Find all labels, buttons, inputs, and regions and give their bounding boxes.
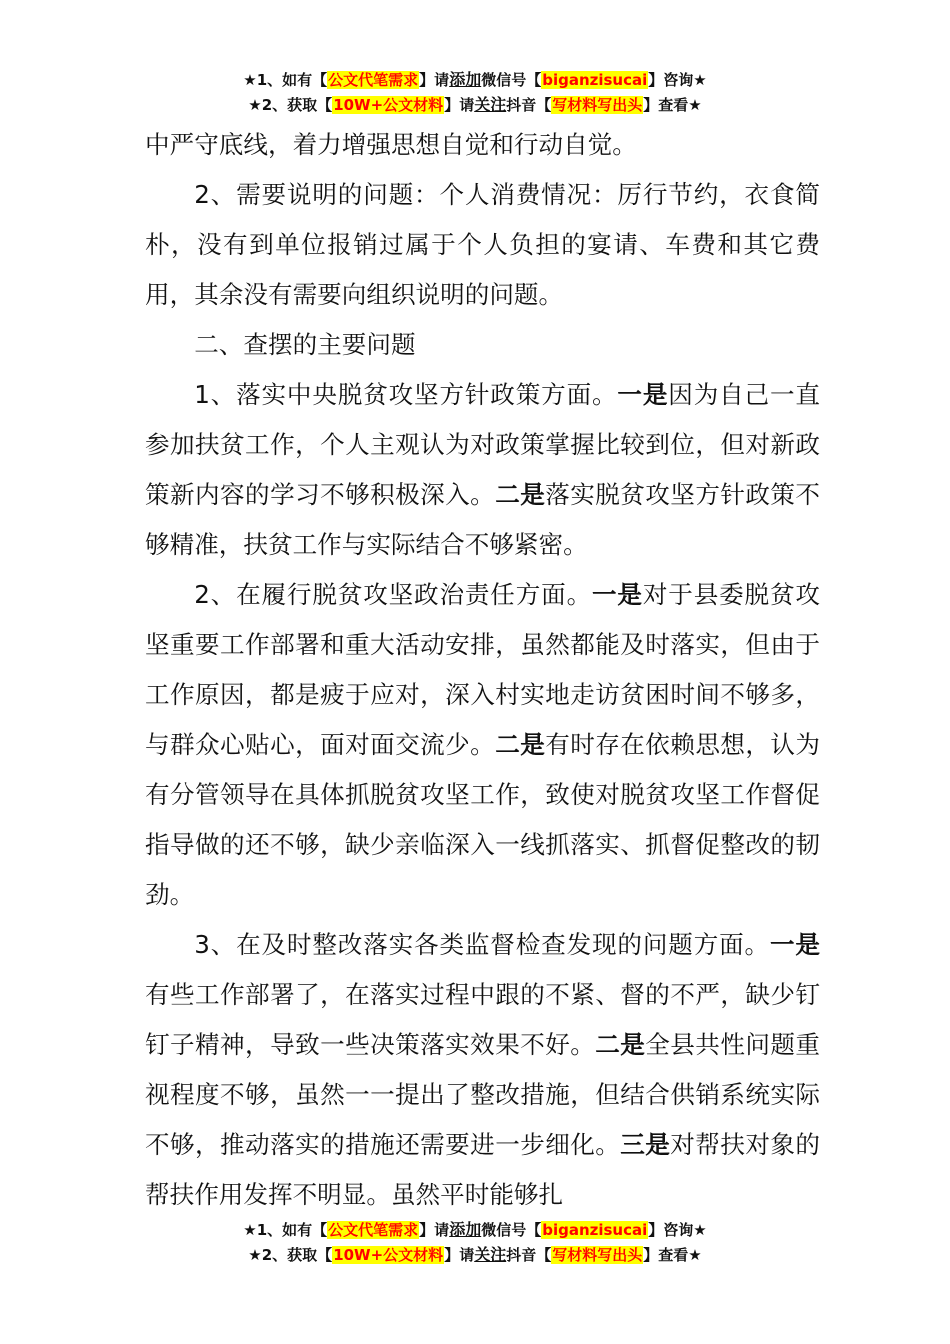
item-text: 全县共性问题重视程度不够，虽然一一提出了整改措施，但结合供销系统实际不够，推动落实的措施还需要进一步细化。 (145, 1030, 820, 1159)
banner-text: ★2、获取【 (248, 96, 333, 114)
item-text: 对帮扶对象的帮扶作用发挥不明显。虽然平时能够扎 (145, 1130, 820, 1209)
underlined-word: 添加 (449, 70, 482, 89)
banner-text: 抖音【 (506, 96, 552, 114)
banner-text: 抖音【 (506, 1246, 552, 1264)
paragraph-5 (145, 920, 820, 1220)
banner-text: 】请 (444, 96, 475, 114)
banner-text: 】请 (419, 1221, 450, 1239)
banner-line-2 (0, 93, 950, 118)
bold-marker: 二是 (595, 1030, 646, 1059)
paragraph-3 (145, 370, 820, 570)
body-text (145, 120, 820, 1220)
underlined-word: 关注 (474, 95, 507, 114)
underlined-word: 添加 (449, 1220, 482, 1239)
banner-text: 微信号【 (481, 71, 542, 89)
highlight-wechat-id: biganzisucai (542, 1221, 648, 1239)
paragraph-1: 2、需要说明的问题：个人消费情况：厉行节约，衣食简朴，没有到单位报销过属于个人负担的宴请、车费和其它费用，其余没有需要向组织说明的问题。 (145, 180, 820, 309)
item-text: 有些工作部署了，在落实过程中跟的不紧、督的不严，缺少钉钉子精神，导致一些决策落实效果不好。 (145, 980, 820, 1059)
item-title: 3、在及时整改落实各类监督检查发现的问题方面。 (194, 930, 770, 959)
bold-marker: 一是 (592, 580, 643, 609)
highlight-service: 公文代笔需求 (328, 71, 419, 89)
footer-banner (0, 1218, 950, 1268)
bold-marker: 二是 (495, 480, 546, 509)
header-banner (0, 68, 950, 118)
paragraph-0: 中严守底线，着力增强思想自觉和行动自觉。 (145, 130, 637, 159)
highlight-materials: 10W+公文材料 (333, 96, 444, 114)
highlight-wechat-id: biganzisucai (542, 71, 648, 89)
highlight-materials: 10W+公文材料 (333, 1246, 444, 1264)
paragraph-4 (145, 570, 820, 920)
banner-text: 】请 (444, 1246, 475, 1264)
bold-marker: 一是 (617, 380, 669, 409)
item-title: 2、在履行脱贫攻坚政治责任方面。 (194, 580, 592, 609)
section-heading: 二、查摆的主要问题 (194, 330, 416, 359)
banner-text: 微信号【 (481, 1221, 542, 1239)
banner-text: ★1、如有【 (243, 71, 328, 89)
banner-text: ★2、获取【 (248, 1246, 333, 1264)
bold-marker: 一是 (769, 930, 820, 959)
bold-marker: 二是 (495, 730, 546, 759)
item-text: 有时存在依赖思想，认为有分管领导在具体抓脱贫攻坚工作，致使对脱贫攻坚工作督促指导做的还不够，缺少亲临深入一线抓落实、抓督促整改的韧劲。 (145, 730, 820, 909)
item-text: 对于县委脱贫攻坚重要工作部署和重大活动安排，虽然都能及时落实，但由于工作原因，都是疲于应对，深入村实地走访贫困时间不够多，与群众心贴心，面对面交流少。 (145, 580, 820, 759)
banner-text: 】咨询★ (648, 1221, 707, 1239)
bold-marker: 三是 (620, 1130, 671, 1159)
banner-line-1 (0, 1218, 950, 1243)
banner-text: 】咨询★ (648, 71, 707, 89)
item-title: 1、落实中央脱贫攻坚方针政策方面。 (194, 380, 618, 409)
banner-line-1 (0, 68, 950, 93)
item-text: 落实脱贫攻坚方针政策不够精准，扶贫工作与实际结合不够紧密。 (145, 480, 820, 559)
highlight-douyin-account: 写材料写出头 (552, 1246, 643, 1264)
underlined-word: 关注 (474, 1245, 507, 1264)
banner-line-2 (0, 1243, 950, 1268)
banner-text: 】查看★ (643, 96, 702, 114)
highlight-douyin-account: 写材料写出头 (552, 96, 643, 114)
banner-text: 】请 (419, 71, 450, 89)
banner-text: 】查看★ (643, 1246, 702, 1264)
banner-text: ★1、如有【 (243, 1221, 328, 1239)
highlight-service: 公文代笔需求 (328, 1221, 419, 1239)
item-text: 因为自己一直参加扶贫工作，个人主观认为对政策掌握比较到位，但对新政策新内容的学习不够积极深入。 (145, 380, 820, 509)
